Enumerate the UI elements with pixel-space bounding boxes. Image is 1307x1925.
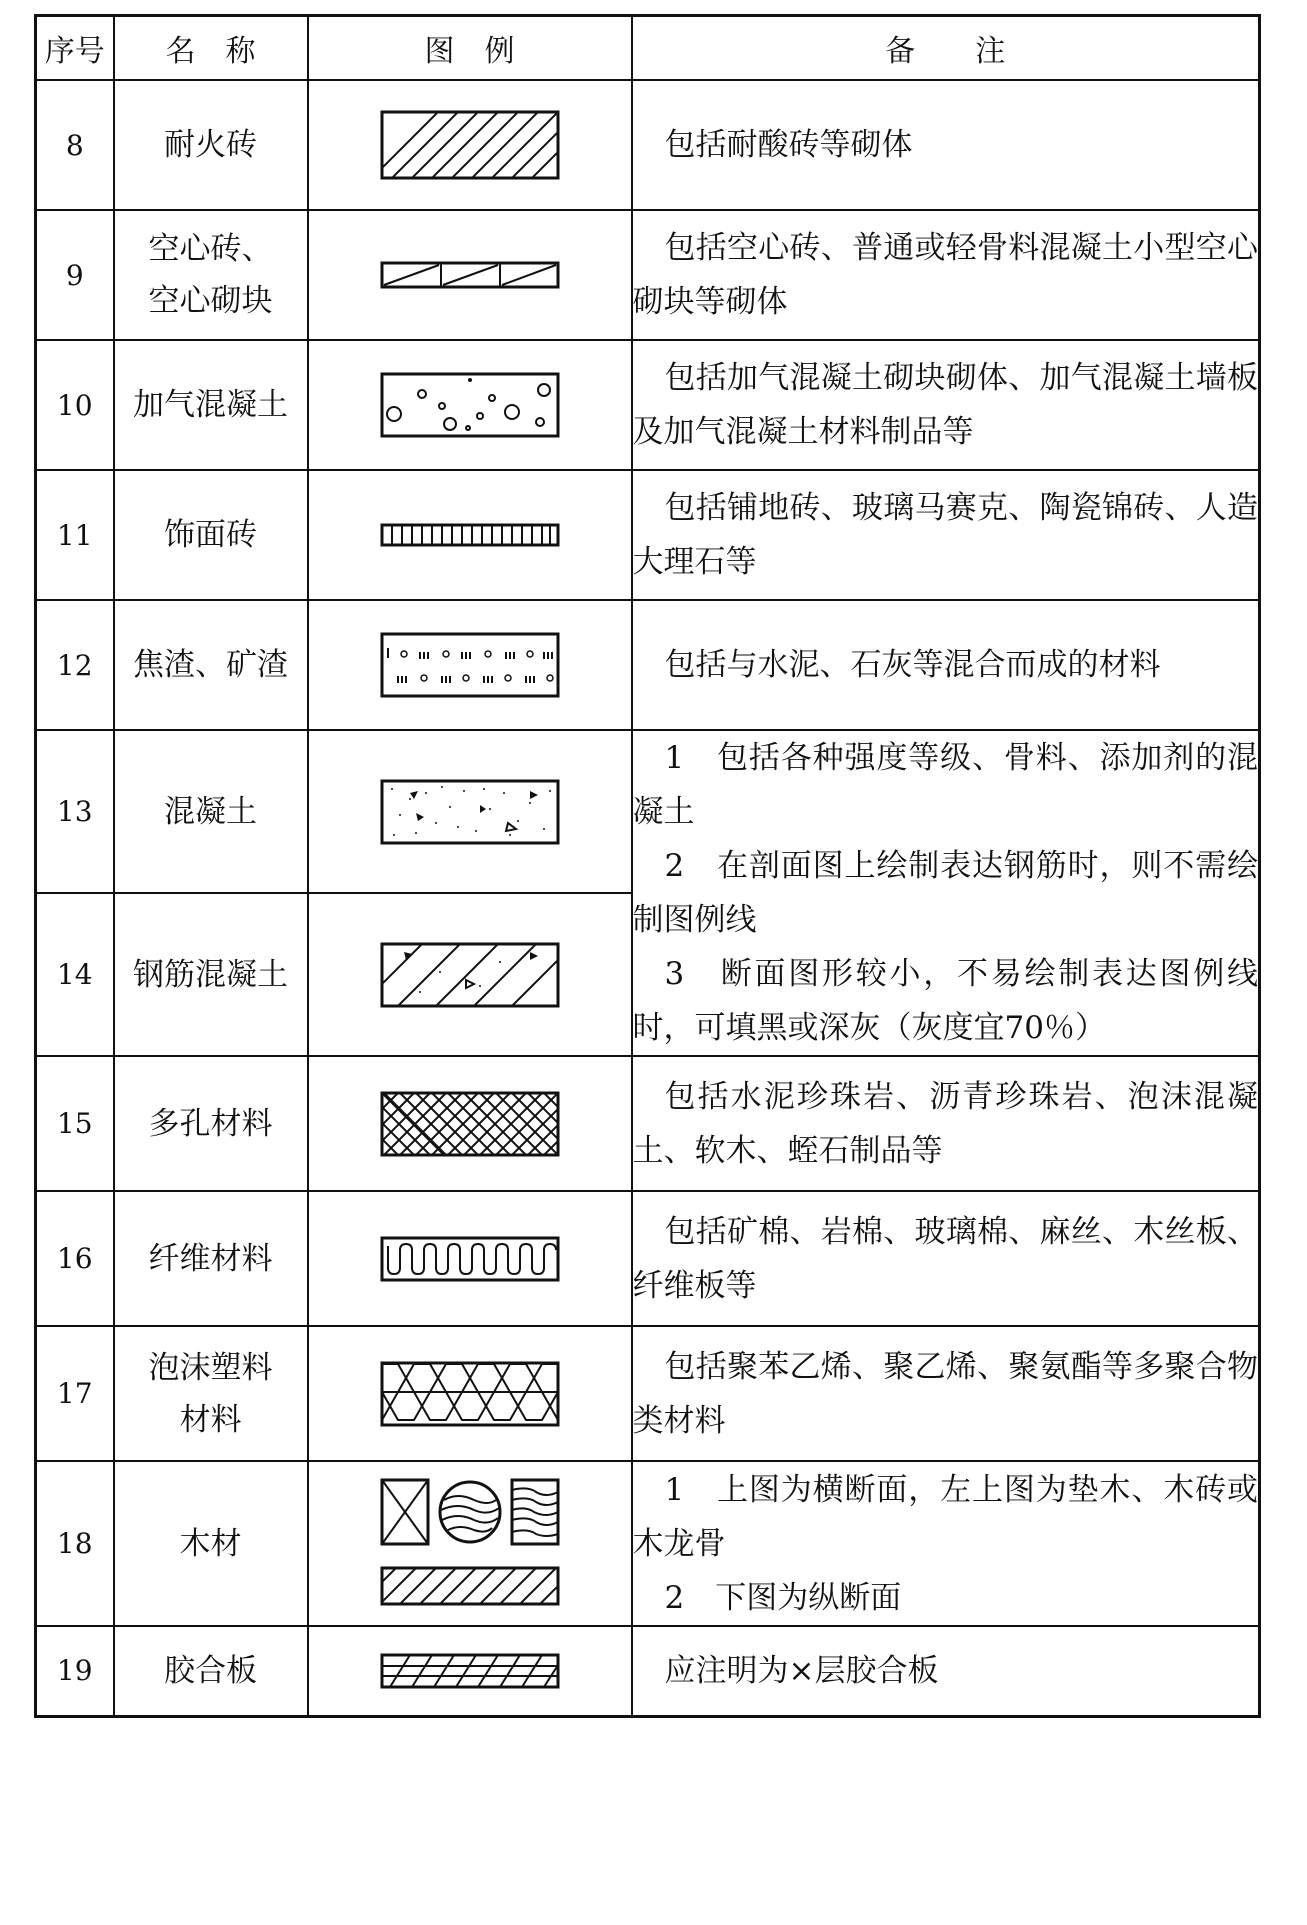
remark-text: 包括空心砖、普通或轻骨料混凝土小型空心砌块等砌体	[632, 230, 1258, 320]
table-row	[36, 1056, 1260, 1191]
material-name	[114, 340, 308, 470]
remark-item: 1 包括各种强度等级、骨料、添加剂的混凝土	[632, 740, 1258, 830]
table-row	[36, 1626, 1260, 1716]
table-row	[36, 730, 1260, 893]
material-name	[114, 80, 308, 210]
concrete-icon	[380, 779, 560, 845]
table-row	[36, 600, 1260, 730]
material-name-line: 泡沫塑料	[148, 1349, 273, 1386]
timber-remark-cell	[632, 1461, 1260, 1626]
porous-material-icon	[380, 1091, 560, 1157]
material-name	[114, 893, 308, 1056]
material-name-line: 空心砖、	[148, 231, 273, 267]
header-row	[36, 16, 1260, 81]
row-number: 15	[36, 1056, 114, 1191]
row-number: 9	[36, 210, 114, 340]
row-number: 14	[36, 893, 114, 1056]
material-name-line: 耐火砖	[164, 127, 257, 163]
table-row	[36, 1326, 1260, 1461]
aerated-concrete-icon	[380, 372, 560, 438]
hollow-brick-icon	[380, 260, 560, 290]
foam-plastic-icon	[380, 1361, 560, 1427]
remark-item: 2 下图为纵断面	[664, 1579, 902, 1616]
material-name	[114, 1626, 308, 1716]
material-name-line: 空心砌块	[148, 283, 273, 319]
row-number: 10	[36, 340, 114, 470]
remark-text: 包括与水泥、石灰等混合而成的材料	[664, 647, 1161, 683]
material-name-line: 焦渣、矿渣	[133, 647, 288, 683]
material-name-line: 饰面砖	[164, 517, 257, 553]
remark-text: 包括加气混凝土砌块砌体、加气混凝土墙板及加气混凝土材料制品等	[632, 360, 1258, 450]
fiber-material-icon	[380, 1236, 560, 1282]
remark-text: 包括铺地砖、玻璃马赛克、陶瓷锦砖、人造大理石等	[632, 490, 1258, 580]
table-row	[36, 1461, 1260, 1626]
material-name	[114, 730, 308, 893]
remark-text: 包括水泥珍珠岩、沥青珍珠岩、泡沫混凝土、软木、蛭石制品等	[632, 1078, 1258, 1169]
remark-text: 包括耐酸砖等砌体	[664, 127, 913, 163]
row-number: 8	[36, 80, 114, 210]
material-name	[114, 210, 308, 340]
remark-item: 1 上图为横断面，左上图为垫木、木砖或木龙骨	[632, 1471, 1258, 1562]
material-name-line: 混凝土	[164, 793, 257, 830]
row-number: 17	[36, 1326, 114, 1461]
row-number: 12	[36, 600, 114, 730]
material-name-line: 木材	[179, 1525, 242, 1562]
remark-text: 包括聚苯乙烯、聚乙烯、聚氨酯等多聚合物类材料	[632, 1348, 1258, 1439]
remark-item: 3 断面图形较小，不易绘制表达图例线时，可填黑或深灰（灰度宜70％）	[632, 956, 1258, 1046]
material-name	[114, 1461, 308, 1626]
table-row	[36, 80, 1260, 210]
remark-text: 包括矿棉、岩棉、玻璃棉、麻丝、木丝板、纤维板等	[632, 1213, 1258, 1304]
remark-text: 应注明为×层胶合板	[664, 1652, 939, 1689]
material-legend-table	[34, 14, 1261, 1718]
table-row	[36, 1191, 1260, 1326]
material-name	[114, 470, 308, 600]
header-legend: 图 例	[308, 16, 632, 81]
concrete-remark-cell	[632, 730, 1260, 1056]
reinforced-concrete-icon	[380, 942, 560, 1008]
row-number: 18	[36, 1461, 114, 1626]
remark-item: 2 在剖面图上绘制表达钢筋时，则不需绘制图例线	[632, 848, 1258, 938]
timber-icon	[380, 1474, 560, 1614]
header-name: 名 称	[114, 16, 308, 81]
material-name	[114, 600, 308, 730]
table-row	[36, 470, 1260, 600]
material-name-line: 加气混凝土	[133, 387, 288, 423]
plywood-icon	[380, 1653, 560, 1689]
material-name-line: 胶合板	[164, 1652, 257, 1689]
material-name	[114, 1191, 308, 1326]
row-number: 13	[36, 730, 114, 893]
material-name-line: 材料	[179, 1401, 242, 1438]
row-number: 16	[36, 1191, 114, 1326]
fire-brick-hatch-icon	[380, 110, 560, 180]
material-name	[114, 1326, 308, 1461]
header-seq: 序号	[36, 16, 114, 81]
material-name	[114, 1056, 308, 1191]
material-name-line: 多孔材料	[148, 1105, 273, 1142]
table-row	[36, 210, 1260, 340]
material-name-line: 纤维材料	[148, 1240, 273, 1277]
slag-icon	[380, 632, 560, 698]
material-name-line: 钢筋混凝土	[133, 956, 288, 993]
header-remark: 备 注	[632, 16, 1260, 81]
table-row	[36, 340, 1260, 470]
row-number: 11	[36, 470, 114, 600]
facing-tile-icon	[380, 523, 560, 547]
row-number: 19	[36, 1626, 114, 1716]
